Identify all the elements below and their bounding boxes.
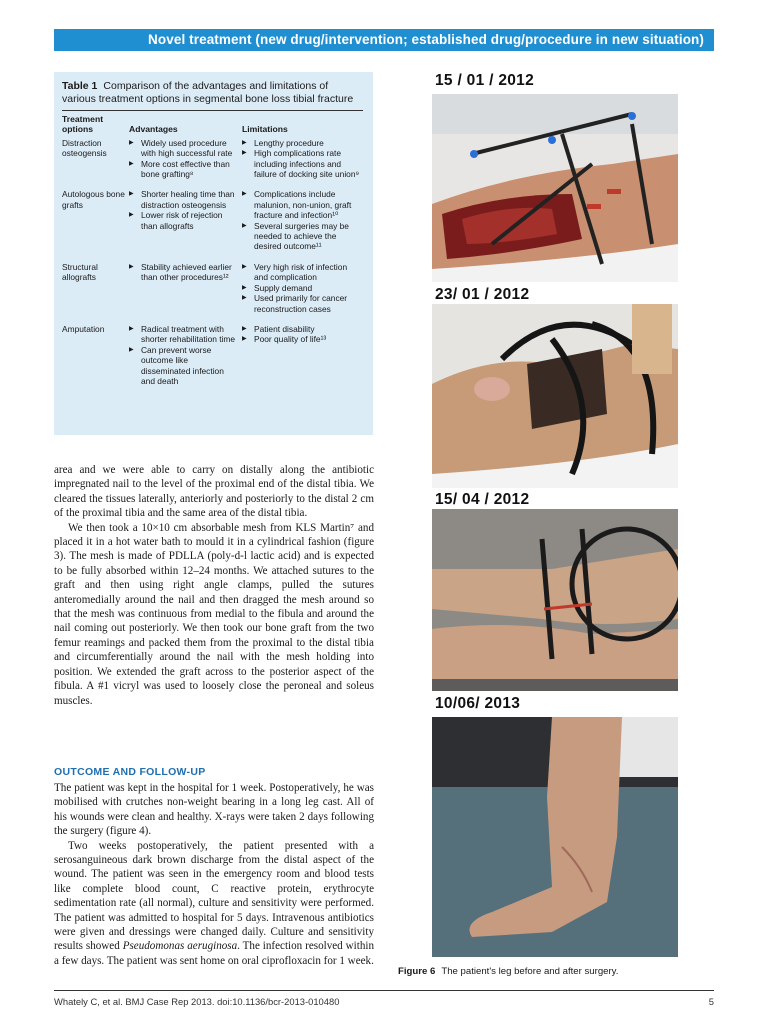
figure-label: Figure 6 bbox=[398, 966, 436, 977]
limitations-cell bbox=[242, 262, 363, 324]
bullet-item: ▶ Can prevent worse outcome like disseminated infection and death bbox=[129, 345, 238, 387]
photo-leg-before-surgery bbox=[432, 94, 678, 282]
bullet-item: ▶ More cost effective than bone grafting⁸ bbox=[129, 159, 238, 180]
figure-caption bbox=[398, 966, 618, 977]
bullet-item: ▶ Lower risk of rejection than allografts bbox=[129, 210, 238, 231]
bullet-item: ▶ Patient disability bbox=[242, 324, 363, 334]
advantages-cell bbox=[129, 138, 242, 190]
photo-date-4: 10/06/ 2013 bbox=[435, 695, 521, 712]
page-number: 5 bbox=[708, 996, 714, 1007]
body-text-methods bbox=[54, 463, 374, 708]
limitations-list bbox=[242, 324, 363, 345]
paragraph: area and we were able to carry on distally along the antibiotic impregnated nail to the level of the proximal end of the distal tibia. We cleared the tissues laterally, anteriorly and posteriorly to the distal 2 cm of the proximal tibia and the same area of the distal tibia. bbox=[54, 464, 374, 520]
table-row bbox=[62, 262, 363, 324]
bullet-item: ▶ High complications rate including infections and failure of docking site union⁹ bbox=[242, 148, 363, 179]
bullet-item: ▶ Shorter healing time than distraction osteogensis bbox=[129, 189, 238, 210]
advantages-list bbox=[129, 138, 238, 180]
advantages-cell bbox=[129, 189, 242, 261]
table-row bbox=[62, 324, 363, 396]
treatment-option: Distraction osteogensis bbox=[62, 137, 107, 159]
section-banner: Novel treatment (new drug/intervention; established drug/procedure in new situation) bbox=[54, 29, 714, 51]
table-title bbox=[62, 80, 363, 106]
table-1 bbox=[54, 72, 373, 435]
photo-leg-external-fixator bbox=[432, 304, 678, 488]
photo-date-3: 15/ 04 / 2012 bbox=[435, 491, 530, 508]
figure-caption-text: The patient's leg before and after surgery. bbox=[441, 966, 619, 977]
advantages-list bbox=[129, 262, 238, 283]
table-row bbox=[62, 138, 363, 190]
photo-healed-leg bbox=[432, 717, 678, 957]
advantages-list bbox=[129, 324, 238, 386]
paragraph: We then took a 10×10 cm absorbable mesh from KLS Martin⁷ and placed it in a hot water bath to mould it in a cylindrical fashion (figure 3). The mesh is made of PDLLA (poly-d-l lactic acid) and is expected to be fully absorbed within 12–24 months. We attached sutures to the graft and then using right angle clamps, pulled the sutures anteromedially around the nail and then dragged the mesh around so that the mesh was continuous from medial to the fibula and around the nail coming out posteriorly. We then took our bone graft from the two femur reamings and packed them from the proximal to the distal tibia and circumferentially around the nail with the mesh holding into position. We extended the graft across to the posterior aspect of the fibula. A #1 vicryl was used to loosely close the peroneal and soleus muscles. bbox=[54, 521, 374, 707]
bullet-item: ▶ Radical treatment with shorter rehabilitation time bbox=[129, 324, 238, 345]
treatment-option: Amputation bbox=[62, 323, 105, 334]
bullet-item: ▶ Used primarily for cancer reconstruction cases bbox=[242, 293, 363, 314]
limitations-cell bbox=[242, 324, 363, 396]
treatment-option: Autologous bone grafts bbox=[62, 189, 125, 210]
bullet-item: ▶ Widely used procedure with high successful rate bbox=[129, 138, 238, 159]
column-header: Treatment options bbox=[62, 114, 104, 135]
bullet-item: ▶ Several surgeries may be needed to achieve the desired outcome¹¹ bbox=[242, 221, 363, 252]
limitations-cell bbox=[242, 189, 363, 261]
table-row bbox=[62, 189, 363, 261]
photo-date-2: 23/ 01 / 2012 bbox=[435, 286, 530, 303]
column-header: Limitations bbox=[242, 124, 288, 135]
bullet-item: ▶ Complications include malunion, non-union, graft fracture and infection¹⁰ bbox=[242, 189, 363, 220]
limitations-list bbox=[242, 262, 363, 314]
table-body bbox=[62, 138, 363, 397]
table-header-row bbox=[62, 111, 363, 138]
bullet-item: ▶ Very high risk of infection and complication bbox=[242, 262, 363, 283]
paragraph: The patient was kept in the hospital for 1 week. Postoperatively, he was mobilised with crutches non-weight bearing in a long leg cast. All of his wounds were clean and healthy. X-rays were taken 2 days following the surgery (figure 4). bbox=[54, 782, 374, 838]
table-label: Table 1 bbox=[62, 80, 98, 92]
comparison-table bbox=[62, 111, 363, 396]
section-heading: OUTCOME AND FOLLOW-UP bbox=[54, 766, 206, 778]
table-title-text: Comparison of the advantages and limitations of various treatment options in segmental bone loss tibial fracture bbox=[62, 80, 354, 105]
paragraph-part: Two weeks postoperatively, the patient presented with a serosanguineous dark brown discharge from the distal aspect of the wound. The patient was seen in the emergency room and blood tests like complete blood count, C reactive protein, erythrocyte sedimentation rate (all normal), culture and sensitivity were performed. The patient was admitted to hospital for 5 days. Intravenous antibiotics were given and dressings were changed daily. Culture and sensitivity results showed bbox=[54, 839, 374, 953]
treatment-option: Structural allografts bbox=[62, 261, 98, 283]
limitations-list bbox=[242, 138, 363, 180]
bullet-item: ▶ Stability achieved earlier than other procedures¹² bbox=[129, 262, 238, 283]
limitations-list bbox=[242, 189, 363, 251]
footer-rule bbox=[54, 990, 714, 991]
advantages-cell bbox=[129, 262, 242, 324]
citation: Whately C, et al. BMJ Case Rep 2013. doi:10.1136/bcr-2013-010480 bbox=[54, 996, 340, 1007]
bullet-item: ▶ Supply demand bbox=[242, 283, 363, 293]
advantages-cell bbox=[129, 324, 242, 396]
photo-leg-ring-fixator bbox=[432, 509, 678, 691]
organism-name: Pseudomonas aeruginosa bbox=[122, 940, 238, 953]
page-footer bbox=[54, 996, 714, 1007]
advantages-list bbox=[129, 189, 238, 231]
photo-date-1: 15 / 01 / 2012 bbox=[435, 72, 535, 89]
paragraph-part: . The infection resolved within a few days. The patient was sent home on oral ciprofloxacin for 1 week. bbox=[54, 940, 374, 967]
bullet-item: ▶ Lengthy procedure bbox=[242, 138, 363, 148]
column-header: Advantages bbox=[129, 124, 178, 135]
bullet-item: ▶ Poor quality of life¹³ bbox=[242, 334, 363, 344]
limitations-cell bbox=[242, 138, 363, 190]
paragraph bbox=[54, 839, 374, 969]
body-text-outcome bbox=[54, 781, 374, 968]
